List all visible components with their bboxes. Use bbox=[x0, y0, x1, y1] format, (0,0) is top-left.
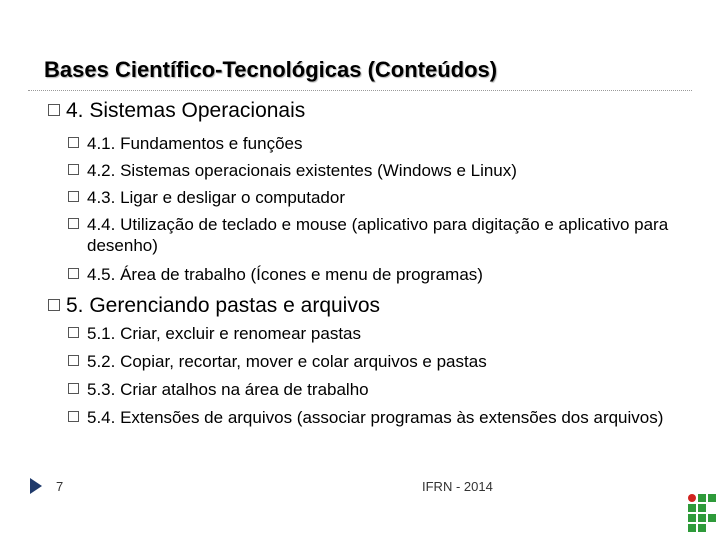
checkbox-bullet-icon bbox=[68, 191, 79, 202]
list-item-text: 5.2. Copiar, recortar, mover e colar arquivos e pastas bbox=[87, 352, 487, 371]
checkbox-bullet-icon bbox=[68, 268, 79, 279]
list-item bbox=[68, 133, 688, 154]
checkbox-bullet-icon bbox=[68, 383, 79, 394]
list-item-text: 4.5. Área de trabalho (Ícones e menu de programas) bbox=[87, 265, 483, 284]
list-item bbox=[68, 187, 688, 208]
slide-title: Bases Científico-Tecnológicas (Conteúdos) bbox=[44, 57, 498, 82]
footer-text: IFRN - 2014 bbox=[422, 479, 493, 494]
list-item-text: 5.1. Criar, excluir e renomear pastas bbox=[87, 324, 362, 343]
checkbox-bullet-icon bbox=[68, 411, 79, 422]
list-item bbox=[68, 407, 678, 428]
section-heading-text: 5. Gerenciando pastas e arquivos bbox=[66, 294, 381, 317]
list-item-text: 4.2. Sistemas operacionais existentes (Windows e Linux) bbox=[87, 161, 517, 180]
section-heading-5 bbox=[48, 294, 380, 318]
list-item-text: 5.4. Extensões de arquivos (associar programas às extensões dos arquivos) bbox=[87, 408, 664, 427]
list-item bbox=[68, 379, 688, 400]
section-heading-4 bbox=[48, 99, 305, 123]
list-item bbox=[68, 214, 673, 256]
section-heading-text: 4. Sistemas Operacionais bbox=[66, 99, 306, 122]
checkbox-bullet-icon bbox=[68, 355, 79, 366]
list-item-text: 4.3. Ligar e desligar o computador bbox=[87, 188, 345, 207]
list-item-text: 5.3. Criar atalhos na área de trabalho bbox=[87, 380, 369, 399]
list-item bbox=[68, 351, 688, 372]
checkbox-bullet-icon bbox=[68, 164, 79, 175]
title-divider bbox=[28, 90, 692, 91]
ifrn-logo bbox=[688, 494, 718, 534]
checkbox-bullet-icon bbox=[48, 104, 60, 116]
list-item-text: 4.4. Utilização de teclado e mouse (aplicativo para digitação e aplicativo para desenho) bbox=[87, 215, 669, 255]
list-item-text: 4.1. Fundamentos e funções bbox=[87, 134, 303, 153]
checkbox-bullet-icon bbox=[68, 137, 79, 148]
checkbox-bullet-icon bbox=[68, 327, 79, 338]
footer-arrow-icon bbox=[30, 478, 42, 494]
page-number: 7 bbox=[56, 479, 64, 494]
checkbox-bullet-icon bbox=[68, 218, 79, 229]
list-item bbox=[68, 264, 688, 285]
checkbox-bullet-icon bbox=[48, 299, 60, 311]
list-item bbox=[68, 323, 688, 344]
list-item bbox=[68, 160, 688, 181]
